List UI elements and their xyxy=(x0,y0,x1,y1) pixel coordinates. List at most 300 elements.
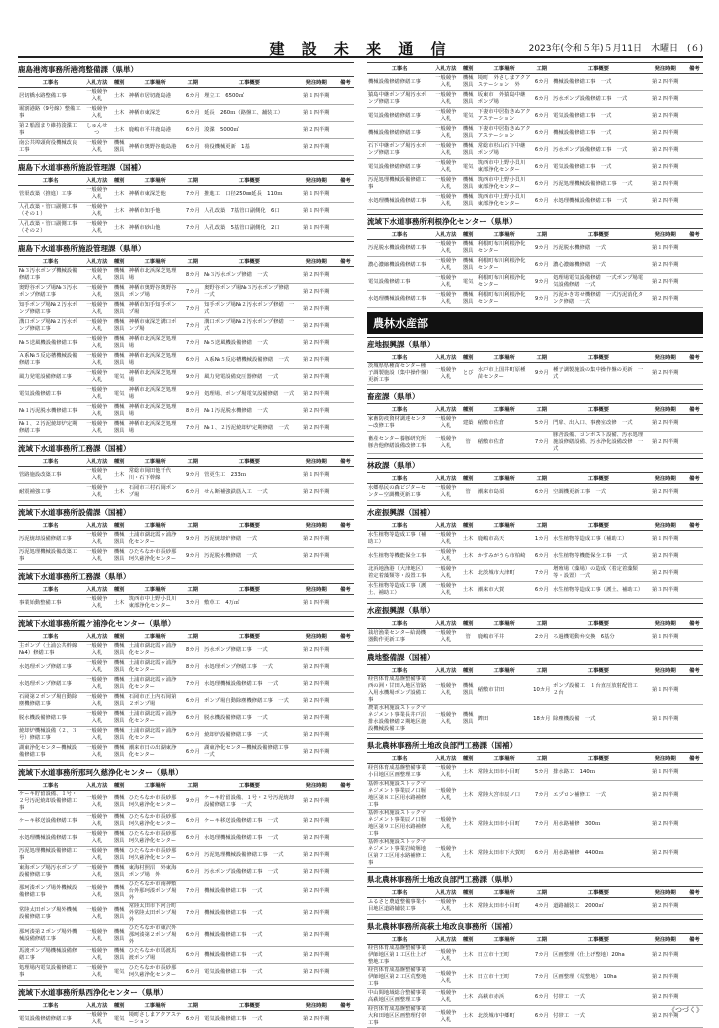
table-cell: 機械器具 xyxy=(111,791,128,813)
section-title: 県北農林事務所土地改良部門工務課（国補） xyxy=(367,738,703,751)
table-cell: 栽培漁業センター給湯機器動作更新工事 xyxy=(367,629,432,646)
column-header: 備考 xyxy=(337,520,354,531)
table-cell: 一般競争入札 xyxy=(83,903,110,925)
table-cell: 第２四半期 xyxy=(296,693,337,710)
table-cell: 第２四半期 xyxy=(645,432,686,454)
table-cell: №１、２汚泥焼却炉定期修繕 一式 xyxy=(203,420,296,437)
table-cell: 土浦市湖北霞ヶ浦浄化センター xyxy=(128,642,183,659)
table-row xyxy=(367,531,703,548)
table-row xyxy=(18,595,354,612)
table-cell: 土木 xyxy=(460,764,477,781)
table-cell: 神栖市東深芝 xyxy=(128,105,183,122)
table-cell: 水生植物等造成工事（護土、補助工） xyxy=(367,582,432,599)
column-header: 備考 xyxy=(337,780,354,791)
table-cell: 濃心濃縮機修繕 一式 xyxy=(552,257,645,274)
column-header: 入札方法 xyxy=(83,1000,110,1011)
column-header: 工事概要 xyxy=(552,618,645,629)
column-header: 発注時期 xyxy=(645,352,686,363)
table-row xyxy=(18,105,354,122)
column-header: 工期 xyxy=(183,584,204,595)
table-cell: 区画整理（荒整地） 10ha xyxy=(552,967,645,989)
table-cell: 電気設備修繕修繕工事 xyxy=(367,108,432,125)
column-header: 工事名 xyxy=(367,934,432,945)
table-cell: 7カ月 xyxy=(532,565,553,582)
table-cell xyxy=(337,813,354,830)
column-header: 備考 xyxy=(337,456,354,467)
column-header: 工期 xyxy=(532,473,553,484)
table-cell: 6カ月 xyxy=(183,947,204,964)
table-cell: 6カ月 xyxy=(183,1011,204,1028)
table-cell: 第２四半期 xyxy=(296,847,337,864)
table-cell: 石岡市三村石岡ポンプ場 xyxy=(128,484,183,501)
bid-table xyxy=(367,886,703,915)
table-cell: 一般競争入札 xyxy=(83,386,110,403)
table-row xyxy=(367,705,703,734)
column-header: 発注時期 xyxy=(296,1000,337,1011)
table-cell: 奥野谷ポンプ場№３汚水ポンプ修繕工事 xyxy=(18,284,83,301)
table-row xyxy=(367,74,703,91)
table-row xyxy=(18,864,354,881)
table-cell: 鹿嶋市平井鹿島港 xyxy=(128,122,183,139)
table-cell xyxy=(686,898,703,915)
table-cell: 機械器具 xyxy=(111,531,128,548)
column-header: 備考 xyxy=(686,934,703,945)
table-cell: 那珂湊ポンプ場外機械設備修繕工事 xyxy=(18,881,83,903)
table-cell: 石岡市正上内石岡第２ポンプ場 xyxy=(128,693,183,710)
table-cell: 機械設備修繕工事 一式 xyxy=(203,881,296,903)
table-cell: 神栖市北浜深芝処理場 xyxy=(128,420,183,437)
column-header: 工事名 xyxy=(367,618,432,629)
column-header: 工事場所 xyxy=(128,77,183,88)
table-cell: 5カ月 xyxy=(532,764,553,781)
table-cell xyxy=(686,363,703,385)
column-header: 工事名 xyxy=(18,256,83,267)
column-header: 工事名 xyxy=(367,229,432,240)
table-cell: 6カ月 xyxy=(532,142,553,159)
table-cell xyxy=(686,108,703,125)
table-cell: 2カ月 xyxy=(532,629,553,646)
column-header: 工事概要 xyxy=(203,175,296,186)
table-cell: 土木 xyxy=(111,186,128,203)
table-cell: 7カ月 xyxy=(183,220,204,237)
table-cell: 一般競争入札 xyxy=(83,813,110,830)
table-cell: 7カ月 xyxy=(183,335,204,352)
column-header: 工事場所 xyxy=(128,456,183,467)
table-cell xyxy=(337,744,354,761)
table-cell: 9カ月 xyxy=(183,791,204,813)
column-header: 工事場所 xyxy=(477,404,532,415)
table-cell: 付帯工 一式 xyxy=(552,1006,645,1028)
column-header: 工事概要 xyxy=(552,934,645,945)
column-header: 入札方法 xyxy=(83,584,110,595)
table-cell xyxy=(686,565,703,582)
table-cell xyxy=(686,432,703,454)
bid-table xyxy=(18,519,354,565)
table-cell: 敷草工 4万㎡ xyxy=(203,595,296,612)
table-cell: 7カ月 xyxy=(532,810,553,839)
table-cell: ケーキ貯留設備、１号・２号汚泥焼却設備修繕工事 一式 xyxy=(203,791,296,813)
column-header: 工期 xyxy=(532,63,553,74)
table-cell: ひたちなか市南神敷台外那珂湊ポンプ場外 xyxy=(128,881,183,903)
table-cell xyxy=(337,420,354,437)
table-cell: 一般競争入札 xyxy=(83,791,110,813)
table-cell: 事業始動整備工事 xyxy=(18,595,83,612)
table-cell: 6カ月 xyxy=(532,159,553,176)
column-header: 工事場所 xyxy=(128,584,183,595)
column-header: 工事名 xyxy=(18,1000,83,1011)
table-cell: 第２四半期 xyxy=(296,744,337,761)
table-row xyxy=(18,203,354,220)
table-row xyxy=(18,693,354,710)
table-cell: 6カ月 xyxy=(183,122,204,139)
right-column xyxy=(367,62,703,1028)
table-cell: 汚泥処理機械設備修繕工事 一式 xyxy=(552,176,645,193)
table-cell: 第２四半期 xyxy=(645,781,686,810)
column-header: 種別 xyxy=(111,456,128,467)
table-cell: 6カ月 xyxy=(532,108,553,125)
table-cell: 坂東市 外猿島中継ポンプ場 xyxy=(477,91,532,108)
table-cell xyxy=(686,810,703,839)
table-cell: 8カ月 xyxy=(183,642,204,659)
column-header: 工事概要 xyxy=(552,352,645,363)
table-cell: 一般競争入札 xyxy=(83,548,110,565)
bid-table xyxy=(367,752,703,868)
column-header: 入札方法 xyxy=(432,352,459,363)
table-header-row xyxy=(18,780,354,791)
table-cell: 6カ月 xyxy=(532,125,553,142)
table-cell: 一般競争入札 xyxy=(432,967,459,989)
table-row xyxy=(18,830,354,847)
column-header: 入札方法 xyxy=(83,456,110,467)
table-cell: 汚泥脱水機修繕 一式 xyxy=(552,240,645,257)
table-cell: 延長 260ｍ（路盤工、舗装工） xyxy=(203,105,296,122)
table-cell: 基幹水利施設ストックマネジメント事業岩崎堰地区第７工区用水路補修工事 xyxy=(367,839,432,868)
table-cell: 機械器具 xyxy=(111,903,128,925)
table-cell: 8カ月 xyxy=(183,267,204,284)
column-header: 工事場所 xyxy=(128,175,183,186)
table-cell: 道路舗装工 2000㎡ xyxy=(552,898,645,915)
table-cell: 利根町布川利根浄化センター xyxy=(477,291,532,308)
table-cell: 1カ月 xyxy=(532,531,553,548)
table-cell: 電気設備修繕工事 一式 xyxy=(552,108,645,125)
table-cell: 一般競争入札 xyxy=(83,531,110,548)
table-cell: 機械設備修繕工事 一式 xyxy=(203,947,296,964)
column-header: 入札方法 xyxy=(432,63,459,74)
section-title: 林政課（県単） xyxy=(367,458,703,471)
table-row xyxy=(367,676,703,705)
table-cell: ひたちなか市東沢外那珂湊第２ポンプ場外 xyxy=(128,925,183,947)
table-cell: 第２四半期 xyxy=(645,176,686,193)
table-cell: 機械設備修繕工事 一式 xyxy=(203,925,296,947)
column-header: 工事場所 xyxy=(477,473,532,484)
table-cell: 神栖市知手他 xyxy=(128,203,183,220)
table-cell: 一般競争入札 xyxy=(432,629,459,646)
table-header-row xyxy=(18,520,354,531)
table-cell: 潮来市日の出湖東浄化センター xyxy=(128,744,183,761)
table-cell xyxy=(337,947,354,964)
bid-table xyxy=(18,779,354,981)
table-row xyxy=(367,91,703,108)
table-cell: 土木 xyxy=(460,945,477,967)
table-cell: 一般競争入札 xyxy=(83,710,110,727)
table-cell: 第１四半期 xyxy=(296,203,337,220)
bid-table xyxy=(18,255,354,437)
table-cell xyxy=(337,642,354,659)
table-cell: 堀割港路（9号線）整備工事 xyxy=(18,105,83,122)
table-cell: 汚泥かき寄せ機修繕 一式汚泥消化タンク修繕 一式 xyxy=(552,291,645,308)
table-cell: 一般競争入札 xyxy=(83,676,110,693)
column-header: 備考 xyxy=(686,229,703,240)
table-row xyxy=(367,764,703,781)
table-cell: 土木 xyxy=(460,1006,477,1028)
table-cell: 土木 xyxy=(111,203,128,220)
column-header: 工事名 xyxy=(367,404,432,415)
column-header: 種別 xyxy=(460,404,477,415)
table-cell: 推進工 口径250㎜延長 110ｍ xyxy=(203,186,296,203)
table-cell xyxy=(337,369,354,386)
table-cell: 処理場電気設備修繕 一式ポンプ場電気設備修繕 一式 xyxy=(552,274,645,291)
table-cell: №１、２汚泥焼却炉定期修繕工事 xyxy=(18,420,83,437)
column-header: 発注時期 xyxy=(645,520,686,531)
table-cell: 一般競争入札 xyxy=(432,781,459,810)
table-cell xyxy=(337,727,354,744)
table-cell: 馬渡ポンプ場機械設備修繕工事 xyxy=(18,947,83,964)
table-header-row xyxy=(367,404,703,415)
table-cell: 汚水ポンプ設備修繕工事 一式 xyxy=(552,142,645,159)
table-cell: 6カ月 xyxy=(532,484,553,501)
table-cell xyxy=(337,693,354,710)
table-cell: 一般競争入札 xyxy=(83,352,110,369)
column-header: 発注時期 xyxy=(645,753,686,764)
table-cell: 第２四半期 xyxy=(645,74,686,91)
table-cell: 機械器具 xyxy=(111,947,128,964)
table-cell: 脱水機設備修繕工事 一式 xyxy=(203,710,296,727)
table-cell xyxy=(337,710,354,727)
table-cell xyxy=(686,629,703,646)
column-header: 工事名 xyxy=(18,175,83,186)
table-cell: 一般競争入札 xyxy=(83,267,110,284)
table-cell: 汚泥脱水機設備修繕工事 xyxy=(367,240,432,257)
column-header: 工事場所 xyxy=(477,229,532,240)
table-cell xyxy=(337,903,354,925)
table-cell: 7カ月 xyxy=(532,432,553,454)
table-header-row xyxy=(18,456,354,467)
column-header: 種別 xyxy=(111,584,128,595)
table-cell: 6カ月 xyxy=(532,176,553,193)
table-cell: 一般競争入札 xyxy=(432,91,459,108)
table-cell xyxy=(337,139,354,156)
table-cell: 神栖市北浜深芝処理場 xyxy=(128,403,183,420)
table-cell: ひたちなか市長砂那珂久慈浄化センター xyxy=(128,830,183,847)
bid-table xyxy=(367,403,703,454)
table-cell: 湖東浄化センター機械設備修繕工事 一式 xyxy=(203,744,296,761)
table-cell: 6カ月 xyxy=(183,352,204,369)
column-header: 種別 xyxy=(460,934,477,945)
table-cell: 7カ月 xyxy=(183,301,204,318)
table-cell: 土浦市湖北霞ヶ浦浄化センター xyxy=(128,676,183,693)
table-row xyxy=(367,363,703,385)
table-cell: 第１四半期 xyxy=(645,629,686,646)
bid-table xyxy=(367,472,703,501)
table-cell: 神栖市奥野谷奥野谷ポンプ場 xyxy=(128,284,183,301)
column-header: 入札方法 xyxy=(432,404,459,415)
table-cell: 一般競争入札 xyxy=(432,415,459,432)
table-cell: 7カ月 xyxy=(183,284,204,301)
table-row xyxy=(18,301,354,318)
table-cell xyxy=(337,676,354,693)
column-header: 工事名 xyxy=(18,520,83,531)
table-cell: 一般競争入札 xyxy=(83,139,110,156)
table-cell: 9カ月 xyxy=(183,548,204,565)
column-header: 種別 xyxy=(111,631,128,642)
table-cell: 常陸太田市小目町 xyxy=(477,898,532,915)
table-cell: 焼却炉設備修繕工事 一式 xyxy=(203,727,296,744)
table-cell: 電気設備修繕工事 一式 xyxy=(552,159,645,176)
bid-table xyxy=(367,351,703,385)
section-title: 流域下水道事務所利根浄化センター（県単） xyxy=(367,214,703,227)
table-cell xyxy=(686,257,703,274)
right-column-lower xyxy=(367,337,703,1028)
table-row xyxy=(18,947,354,964)
table-cell: 機械器具 xyxy=(111,420,128,437)
table-cell xyxy=(337,467,354,484)
column-header: 工事名 xyxy=(18,456,83,467)
table-cell: 一般競争入札 xyxy=(83,301,110,318)
table-cell xyxy=(337,318,354,335)
table-cell: 7カ月 xyxy=(183,881,204,903)
table-cell: 汚泥処理機械設備修繕工事 xyxy=(18,847,83,864)
table-cell: 9カ月 xyxy=(183,369,204,386)
column-header: 種別 xyxy=(111,520,128,531)
table-cell: 一般競争入札 xyxy=(432,142,459,159)
table-cell: 機械器具 xyxy=(111,301,128,318)
table-cell: 第１四半期 xyxy=(645,531,686,548)
table-cell: かすみがうら市柏崎 xyxy=(477,548,532,565)
table-cell: 一般競争入札 xyxy=(432,125,459,142)
table-cell: 第２四半期 xyxy=(645,839,686,868)
table-cell: №１汚泥脱水機修繕 一式 xyxy=(203,403,296,420)
issue-date: 2023年(令和５年)５月11日 木曜日 (６) xyxy=(528,44,703,54)
table-cell: 北浜地漁港（大津地区）着定着藻類等・設置工事 xyxy=(367,565,432,582)
table-cell: 人孔改築・管口副側工事（その２） xyxy=(18,220,83,237)
table-cell xyxy=(686,484,703,501)
table-cell: 土木 xyxy=(111,88,128,105)
column-header: 発注時期 xyxy=(645,404,686,415)
table-cell: 畜産センター養豚研究所豚舎他修繕設備改修工事 xyxy=(367,432,432,454)
table-cell: 第２四半期 xyxy=(296,659,337,676)
section-title: 畜産課（県単） xyxy=(367,389,703,402)
table-cell: 土木 xyxy=(111,467,128,484)
table-cell: 機械設備修繕修繕工事 xyxy=(367,125,432,142)
table-cell: Ａ系№５反応槽機械設備修繕 一式 xyxy=(203,352,296,369)
table-cell: 機械器具 xyxy=(111,139,128,156)
table-cell: 一般競争入札 xyxy=(432,676,459,705)
table-cell: 機械器具 xyxy=(460,125,477,142)
table-cell: 基幹水利施設ストックマネジメント事業辰ノ口堰地区第８工区用水路補修工事 xyxy=(367,781,432,810)
column-header: 工期 xyxy=(532,665,553,676)
table-cell: 機械器具 xyxy=(111,267,128,284)
table-cell: 5カ月 xyxy=(532,415,553,432)
table-cell: 神栖市東深芝溝口ポンプ場 xyxy=(128,318,183,335)
section-title: 流域下水道事務所工務課（県単） xyxy=(18,569,354,582)
table-row xyxy=(367,415,703,432)
right-column-upper xyxy=(367,62,703,308)
table-cell: 第２四半期 xyxy=(296,284,337,301)
table-cell: 機械器具 xyxy=(111,744,128,761)
table-row xyxy=(18,139,354,156)
table-cell: 管渠改築（推進）工事 xyxy=(18,186,83,203)
table-cell: 一般競争入札 xyxy=(83,403,110,420)
table-cell: 鹿嶋市高天 xyxy=(477,531,532,548)
table-cell: 北茨城市中郷町 xyxy=(477,1006,532,1028)
table-cell xyxy=(686,705,703,734)
table-cell xyxy=(337,847,354,864)
column-header: 入札方法 xyxy=(83,256,110,267)
table-header-row xyxy=(367,753,703,764)
table-cell xyxy=(337,88,354,105)
section-title: 水産振興課（県単） xyxy=(367,603,703,616)
table-cell: ケーキ移送設備修繕工事 一式 xyxy=(203,813,296,830)
table-cell: 常総市岡田他千代川・石下幹線 xyxy=(128,467,183,484)
table-cell xyxy=(337,403,354,420)
table-cell: 汚泥焼却設備修繕工事 xyxy=(18,531,83,548)
table-row xyxy=(18,88,354,105)
column-header: 工事概要 xyxy=(552,520,645,531)
table-row xyxy=(18,386,354,403)
table-cell: 土木 xyxy=(460,989,477,1006)
column-header: 工事概要 xyxy=(203,256,296,267)
table-cell: 一般競争入札 xyxy=(83,830,110,847)
table-cell: 6カ月 xyxy=(183,88,204,105)
table-row xyxy=(18,318,354,335)
table-row xyxy=(18,710,354,727)
table-cell: 第１四半期 xyxy=(645,240,686,257)
table-row xyxy=(18,403,354,420)
section-title: 流域下水道事務所県西浄化センター（県単） xyxy=(18,985,354,998)
table-cell: 第２四半期 xyxy=(645,274,686,291)
table-cell: 第２船溜まり維持浚渫工事 xyxy=(18,122,83,139)
table-row xyxy=(18,744,354,761)
table-cell: 機械器具 xyxy=(111,352,128,369)
table-cell: 電気 xyxy=(111,1011,128,1028)
table-cell: 濃心濃縮機設備修繕工事 xyxy=(367,257,432,274)
table-cell: 第２四半期 xyxy=(296,386,337,403)
table-cell xyxy=(686,193,703,210)
table-cell: 居切橋水路整備工事 xyxy=(18,88,83,105)
column-header: 工事名 xyxy=(367,665,432,676)
table-cell: 一般競争入札 xyxy=(83,727,110,744)
column-header: 工事名 xyxy=(18,584,83,595)
table-cell: 電気設備修繕工事 xyxy=(18,386,83,403)
table-row xyxy=(367,257,703,274)
table-cell: 第２四半期 xyxy=(296,122,337,139)
table-cell: 水処理機械設備修繕工事 xyxy=(18,830,83,847)
table-cell: 6カ月 xyxy=(183,727,204,744)
table-row xyxy=(18,335,354,352)
table-cell: 水処理ポンプ修繕工事 xyxy=(18,659,83,676)
table-cell: 7カ月 xyxy=(183,186,204,203)
column-header: 工期 xyxy=(532,934,553,945)
table-cell: 常陸太田市下大賀町 xyxy=(477,839,532,868)
table-row xyxy=(18,1011,354,1028)
column-header: 入札方法 xyxy=(83,520,110,531)
table-cell: 第２四半期 xyxy=(645,898,686,915)
column-header: 発注時期 xyxy=(296,175,337,186)
column-header: 発注時期 xyxy=(645,473,686,484)
column-header: 種別 xyxy=(111,256,128,267)
table-cell: ひたちなか市長砂那珂久慈浄化センター xyxy=(128,791,183,813)
table-cell: 一般競争入札 xyxy=(83,881,110,903)
